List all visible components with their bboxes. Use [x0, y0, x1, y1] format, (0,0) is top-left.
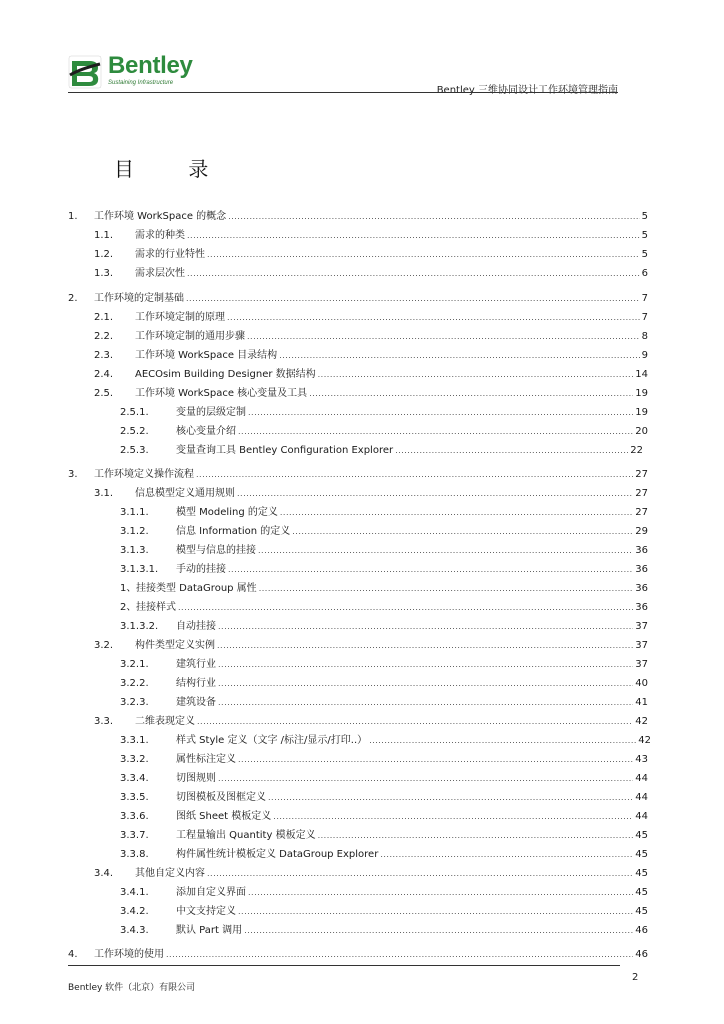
toc-entry-number: 3.3.: [94, 716, 114, 727]
toc-entry-page: 9: [641, 350, 648, 361]
toc-entry[interactable]: [120, 696, 648, 710]
toc-leader: [166, 948, 633, 962]
toc-leader: [186, 292, 640, 306]
toc-entry[interactable]: [120, 444, 643, 458]
toc-entry-title: 工作环境定义操作流程: [94, 469, 194, 480]
toc-entry-title: 需求的行业特性: [135, 249, 205, 260]
toc-entry-title: 其他自定义内容: [135, 868, 205, 879]
toc-entry-page: 19: [635, 388, 648, 399]
toc-entry-title: 工作环境的使用: [94, 949, 164, 960]
toc-entry-page: 40: [635, 678, 648, 689]
toc-leader: [197, 715, 633, 729]
toc-entry-page: 36: [635, 564, 648, 575]
toc-entry-title: 挂接样式: [136, 602, 176, 613]
toc-leader: [280, 506, 633, 520]
toc-entry[interactable]: [120, 525, 648, 539]
toc-entry-title: 工作环境 WorkSpace 的概念: [94, 211, 227, 222]
toc-leader: [218, 620, 633, 634]
toc-entry-title: 手动的挂接: [176, 564, 226, 575]
toc-entry-page: 5: [641, 230, 648, 241]
toc-leader: [395, 444, 628, 458]
toc-entry[interactable]: [94, 330, 648, 344]
toc-leader: [259, 582, 634, 596]
toc-entry-page: 27: [635, 488, 648, 499]
footer-divider: [68, 965, 620, 966]
toc-entry-title: 信息 Information 的定义: [176, 526, 291, 537]
toc-entry-title: 中文支持定义: [176, 906, 236, 917]
toc-entry-page: 45: [635, 849, 648, 860]
toc-entry[interactable]: [94, 267, 648, 281]
toc-entry-title: 挂接类型 DataGroup 属性: [136, 583, 257, 594]
toc-entry[interactable]: [120, 924, 648, 938]
logo-tagline: Sustaining Infrastructure: [108, 80, 174, 86]
toc-entry-number: 1.: [68, 211, 78, 222]
toc-entry-title: 属性标注定义: [176, 754, 236, 765]
toc-entry[interactable]: [120, 506, 648, 520]
toc-entry[interactable]: [120, 582, 648, 596]
toc-entry-number: 3.1.3.1.: [120, 564, 159, 575]
toc-entry-number: 2、: [120, 602, 137, 613]
toc-entry-page: 7: [641, 293, 648, 304]
toc-entry[interactable]: [94, 368, 648, 382]
toc-entry-page: 27: [635, 469, 648, 480]
toc-leader: [238, 905, 633, 919]
toc-entry-number: 3.3.7.: [120, 830, 149, 841]
toc-leader: [292, 525, 633, 539]
toc-entry-number: 3.2.3.: [120, 697, 149, 708]
toc-entry[interactable]: [120, 658, 648, 672]
toc-entry-page: 42: [638, 735, 651, 746]
toc-entry-number: 3.3.5.: [120, 792, 149, 803]
toc-entry-page: 37: [635, 659, 648, 670]
toc-leader: [248, 406, 633, 420]
toc-entry[interactable]: [94, 867, 648, 881]
toc-entry-number: 3.1.3.: [120, 545, 149, 556]
toc-entry-title: 变量的层级定制: [176, 407, 246, 418]
toc-entry-number: 3.2.2.: [120, 678, 149, 689]
toc-entry-number: 2.4.: [94, 369, 114, 380]
toc-leader: [258, 544, 633, 558]
toc-entry-number: 1.1.: [94, 230, 114, 241]
toc-entry-title: 建筑设备: [176, 697, 216, 708]
toc-entry-page: 42: [635, 716, 648, 727]
toc-entry-number: 3.1.: [94, 488, 114, 499]
toc-heading: 目 录: [114, 157, 233, 181]
toc-leader: [218, 677, 633, 691]
toc-entry[interactable]: [120, 425, 648, 439]
toc-leader: [380, 848, 633, 862]
toc-entry-number: 3.2.: [94, 640, 114, 651]
toc-entry-title: 样式 Style 定义（文字 /标注/显示/打印..）: [176, 735, 368, 746]
toc-leader: [244, 924, 633, 938]
toc-entry-title: 模型 Modeling 的定义: [176, 507, 278, 518]
toc-entry-page: 5: [641, 211, 648, 222]
toc-entry-title: 添加自定义界面: [176, 887, 246, 898]
toc-leader: [279, 349, 639, 363]
toc-entry[interactable]: [120, 563, 648, 577]
toc-entry-number: 1.2.: [94, 249, 114, 260]
toc-entry-number: 1、: [120, 583, 137, 594]
toc-entry-number: 3.1.1.: [120, 507, 149, 518]
toc-entry-number: 3.4.3.: [120, 925, 149, 936]
toc-entry-title: 默认 Part 调用: [176, 925, 243, 936]
toc-entry[interactable]: [94, 639, 648, 653]
toc-entry-title: 工作环境 WorkSpace 目录结构: [135, 350, 278, 361]
toc-entry-number: 2.3.: [94, 350, 114, 361]
toc-leader: [248, 886, 633, 900]
toc-leader: [218, 772, 633, 786]
toc-entry-title: AECOsim Building Designer 数据结构: [135, 369, 316, 380]
toc-entry-page: 44: [635, 811, 648, 822]
toc-entry-number: 3.: [68, 469, 78, 480]
toc-entry[interactable]: [120, 601, 648, 615]
toc-entry-page: 43: [635, 754, 648, 765]
toc-entry-number: 3.4.2.: [120, 906, 149, 917]
toc-entry[interactable]: [94, 715, 648, 729]
toc-entry-title: 自动挂接: [176, 621, 216, 632]
toc-entry-page: 46: [635, 949, 648, 960]
logo-wordmark: Bentley: [108, 52, 193, 79]
toc-entry-title: 模型与信息的挂接: [176, 545, 256, 556]
toc-leader: [268, 791, 633, 805]
toc-entry-page: 27: [635, 507, 648, 518]
toc-entry-title: 构件属性统计模板定义 DataGroup Explorer: [176, 849, 379, 860]
toc-entry[interactable]: [120, 734, 651, 748]
footer-company-name: Bentley 软件（北京）有限公司: [68, 983, 196, 993]
toc-entry-number: 3.3.6.: [120, 811, 149, 822]
toc-leader: [228, 210, 639, 224]
toc-leader: [187, 267, 640, 281]
toc-entry-number: 3.3.1.: [120, 735, 149, 746]
toc-entry-number: 2.5.: [94, 388, 114, 399]
toc-entry-page: 6: [641, 268, 648, 279]
toc-entry-page: 36: [635, 545, 648, 556]
toc-entry-title: 工作环境 WorkSpace 核心变量及工具: [135, 388, 308, 399]
toc-entry-number: 3.3.2.: [120, 754, 149, 765]
toc-leader: [369, 734, 636, 748]
toc-entry-page: 36: [635, 583, 648, 594]
toc-entry-page: 29: [635, 526, 648, 537]
toc-entry-page: 7: [641, 312, 648, 323]
toc-leader: [178, 601, 633, 615]
toc-leader: [228, 563, 633, 577]
toc-entry-number: 2.1.: [94, 312, 114, 323]
toc-entry-page: 22: [630, 445, 643, 456]
toc-entry[interactable]: [94, 487, 648, 501]
toc-entry-title: 工作环境的定制基础: [94, 293, 184, 304]
toc-entry[interactable]: [68, 292, 648, 306]
toc-entry-number: 2.: [68, 293, 78, 304]
toc-entry-title: 结构行业: [176, 678, 216, 689]
toc-entry-page: 44: [635, 792, 648, 803]
toc-leader: [238, 753, 633, 767]
toc-entry-number: 2.5.2.: [120, 426, 149, 437]
toc-entry[interactable]: [94, 349, 648, 363]
toc-entry-number: 2.5.3.: [120, 445, 149, 456]
toc-entry-title: 信息模型定义通用规则: [135, 488, 235, 499]
toc-entry[interactable]: [120, 772, 648, 786]
toc-entry-page: 44: [635, 773, 648, 784]
toc-entry[interactable]: [120, 753, 648, 767]
toc-entry-title: 需求的种类: [135, 230, 185, 241]
toc-leader: [237, 487, 633, 501]
toc-leader: [247, 330, 640, 344]
page-number: 2: [632, 972, 639, 983]
toc-leader: [318, 368, 634, 382]
toc-entry[interactable]: [120, 905, 648, 919]
toc-entry-page: 45: [635, 887, 648, 898]
toc-entry-number: 3.3.4.: [120, 773, 149, 784]
toc-entry-title: 工程量输出 Quantity 模板定义: [176, 830, 316, 841]
toc-entry-number: 1.3.: [94, 268, 114, 279]
toc-entry-title: 切图模板及图框定义: [176, 792, 266, 803]
toc-leader: [273, 810, 633, 824]
toc-entry[interactable]: [120, 848, 648, 862]
toc-entry-page: 41: [635, 697, 648, 708]
toc-entry[interactable]: [94, 311, 648, 325]
toc-entry-number: 3.1.2.: [120, 526, 149, 537]
toc-leader: [217, 639, 633, 653]
toc-entry-page: 8: [641, 331, 648, 342]
toc-leader: [309, 387, 633, 401]
toc-entry[interactable]: [120, 620, 648, 634]
toc-entry[interactable]: [68, 210, 648, 224]
toc-entry-number: 2.5.1.: [120, 407, 149, 418]
toc-entry[interactable]: [120, 677, 648, 691]
toc-entry[interactable]: [120, 886, 648, 900]
toc-entry-title: 核心变量介绍: [176, 426, 236, 437]
toc-entry-number: 2.2.: [94, 331, 114, 342]
toc-entry[interactable]: [120, 406, 648, 420]
toc-entry-title: 二维表现定义: [135, 716, 195, 727]
toc-leader: [318, 829, 634, 843]
toc-entry-page: 14: [635, 369, 648, 380]
toc-leader: [218, 658, 633, 672]
toc-entry-page: 5: [641, 249, 648, 260]
toc-entry[interactable]: [68, 948, 648, 962]
toc-leader: [196, 468, 633, 482]
toc-entry[interactable]: [120, 544, 648, 558]
toc-entry-page: 45: [635, 868, 648, 879]
toc-leader: [207, 867, 633, 881]
toc-entry[interactable]: [94, 387, 648, 401]
toc-entry[interactable]: [94, 248, 648, 262]
toc-entry-page: 36: [635, 602, 648, 613]
toc-entry-number: 3.4.: [94, 868, 114, 879]
toc-entry[interactable]: [120, 829, 648, 843]
toc-entry-page: 20: [635, 426, 648, 437]
toc-entry[interactable]: [68, 468, 648, 482]
toc-entry[interactable]: [120, 810, 648, 824]
toc-entry-number: 4.: [68, 949, 78, 960]
toc-entry-title: 构件类型定义实例: [135, 640, 215, 651]
toc-entry-number: 3.4.1.: [120, 887, 149, 898]
toc-entry-number: 3.1.3.2.: [120, 621, 159, 632]
toc-leader: [238, 425, 633, 439]
toc-entry[interactable]: [120, 791, 648, 805]
toc-leader: [187, 229, 640, 243]
toc-entry-title: 图纸 Sheet 模板定义: [176, 811, 272, 822]
toc-entry-title: 建筑行业: [176, 659, 216, 670]
toc-entry-page: 37: [635, 640, 648, 651]
toc-leader: [218, 696, 633, 710]
toc-entry-number: 3.3.8.: [120, 849, 149, 860]
toc-entry-number: 3.2.1.: [120, 659, 149, 670]
toc-entry-title: 切图规则: [176, 773, 216, 784]
toc-entry-page: 19: [635, 407, 648, 418]
toc-entry[interactable]: [94, 229, 648, 243]
toc-entry-title: 工作环境定制的通用步骤: [135, 331, 245, 342]
toc-entry-page: 45: [635, 830, 648, 841]
document-header-title: Bentley 三维协同设计工作环境管理指南: [436, 85, 618, 96]
toc-entry-page: 37: [635, 621, 648, 632]
toc-entry-title: 变量查询工具 Bentley Configuration Explorer: [176, 445, 394, 456]
toc-leader: [227, 311, 640, 325]
toc-leader: [207, 248, 640, 262]
toc-entry-title: 工作环境定制的原理: [135, 312, 225, 323]
toc-entry-page: 46: [635, 925, 648, 936]
toc-entry-page: 45: [635, 906, 648, 917]
toc-entry-title: 需求层次性: [135, 268, 185, 279]
